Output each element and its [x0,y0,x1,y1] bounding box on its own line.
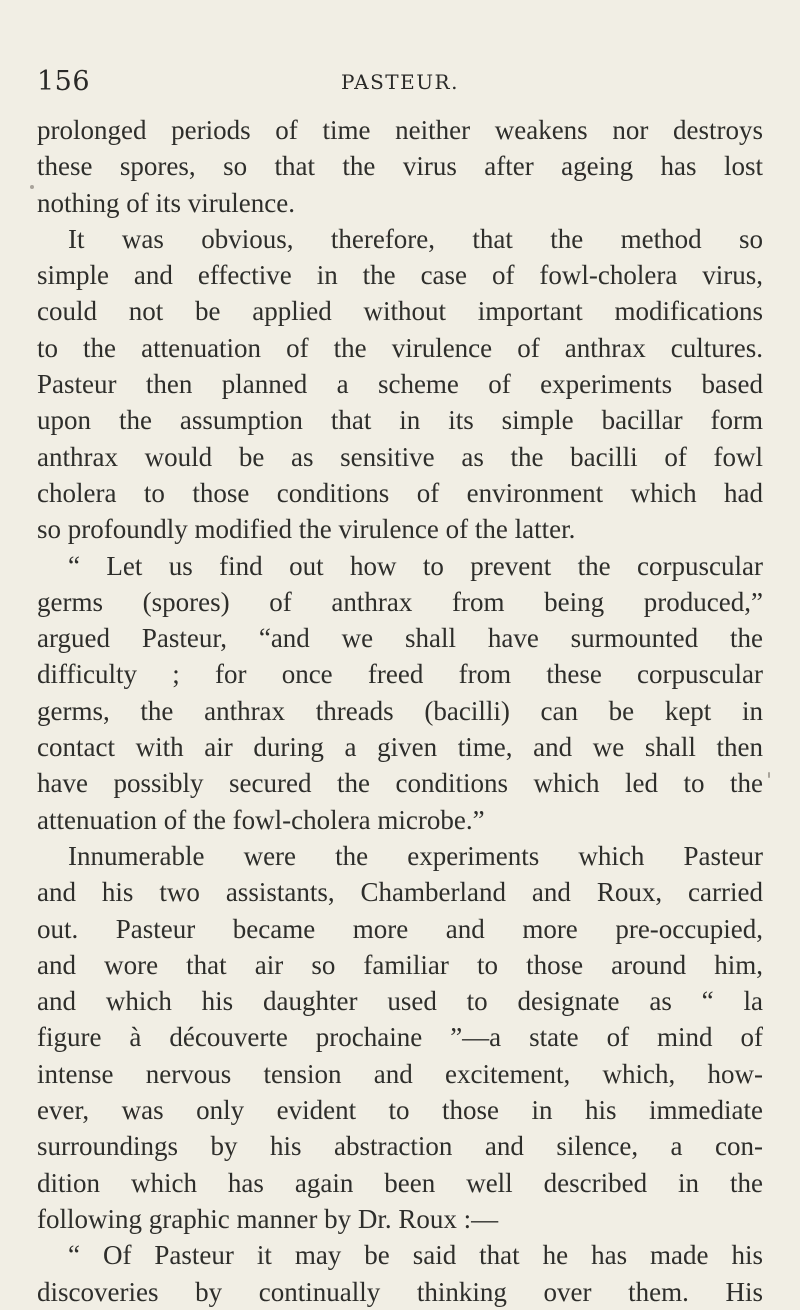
text-line: attenuation of the fowl-cholera microbe.” [37,804,485,835]
text-line: out. Pasteur became more and more pre-occupied, [37,913,763,944]
text-line: contact with air during a given time, and we shall then [37,732,763,763]
text-line: upon the assumption that in its simple bacillar form [37,405,763,436]
text-line: argued Pasteur, “and we shall have surmounted the [37,623,763,654]
text-line: germs, the anthrax threads (bacilli) can be kept in [37,695,763,726]
text-line: and wore that air so familiar to those around him, [37,949,763,980]
text-line: cholera to those conditions of environment which had [37,477,763,508]
text-line: have possibly secured the conditions which led to the [37,768,763,799]
text-line: so profoundly modified the virulence of the latter. [37,514,576,545]
page-number: 156 [37,66,91,97]
text-line: It was obvious, therefore, that the method so [68,223,763,254]
running-title: PASTEUR. [341,70,459,94]
text-line: “ Let us find out how to prevent the corpuscular [68,550,763,581]
text-line: Innumerable were the experiments which Pasteur [68,840,763,871]
text-line: intense nervous tension and excitement, which, how- [37,1058,763,1089]
text-line: simple and effective in the case of fowl-cholera virus, [37,260,763,291]
text-line: figure à découverte prochaine ”—a state of mind of [37,1022,763,1053]
body-text [37,112,763,1310]
text-line: and his two assistants, Chamberland and Roux, carried [37,877,763,908]
text-line: discoveries by continually thinking over them. His [37,1276,763,1307]
text-line: prolonged periods of time neither weakens nor destroys [37,115,763,145]
text-line: nothing of its virulence. [37,187,295,218]
text-line: difficulty ; for once freed from these corpuscular [37,659,763,690]
text-line: germs (spores) of anthrax from being produced,” [37,586,763,617]
text-line: following graphic manner by Dr. Roux :— [37,1203,499,1234]
text-line: could not be applied without important modifications [37,296,763,327]
text-line: and which his daughter used to designate as “ la [37,986,763,1017]
paper-speck [30,185,34,189]
text-line: surroundings by his abstraction and silence, a con- [37,1131,763,1162]
text-line: dition which has again been well described in the [37,1167,763,1198]
text-line: to the attenuation of the virulence of anthrax cultures. [37,332,763,363]
paper-speck [768,772,770,778]
page-header [37,66,763,106]
text-line: these spores, so that the virus after ageing has lost [37,151,763,182]
text-line: anthrax would be as sensitive as the bacilli of fowl [37,441,763,472]
text-line: “ Of Pasteur it may be said that he has made his [68,1240,763,1271]
text-line: ever, was only evident to those in his immediate [37,1095,763,1126]
text-line: Pasteur then planned a scheme of experiments based [37,369,763,400]
